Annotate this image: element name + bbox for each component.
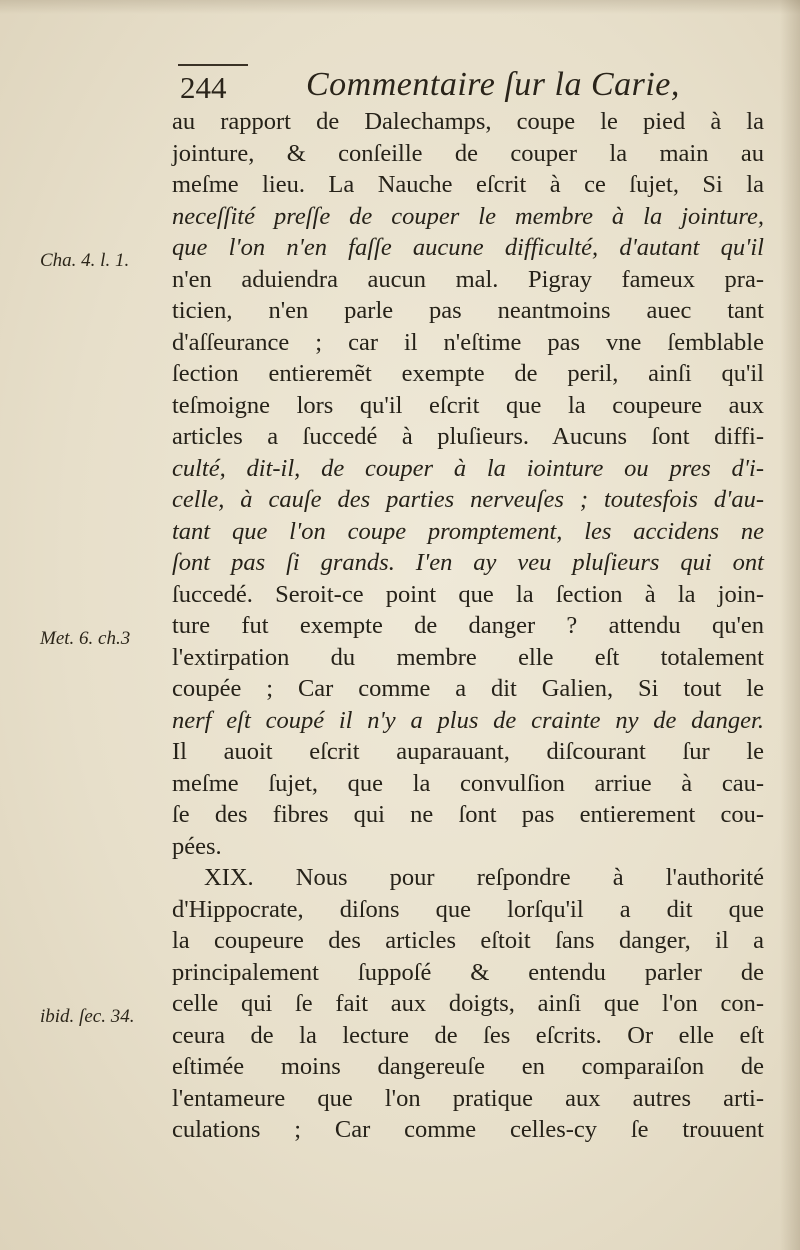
text-line: teſmoigne lors qu'il eſcrit que la coupeure aux (172, 391, 764, 419)
text-line: l'entameure que l'on pratique aux autres arti- (172, 1084, 764, 1112)
text-line: ſont pas ſi grands. I'en ay veu pluſieurs qui ont (172, 549, 764, 576)
text-line: ticien, n'en parle pas neantmoins auec tant (172, 297, 764, 324)
margin-note: ibid. ſec. 34. (40, 1006, 135, 1027)
text-line: principalement ſuppoſé & entendu parler de (172, 958, 764, 986)
text-line: Il auoit eſcrit auparauant, diſcourant ſur le (172, 738, 764, 765)
text-line: meſme lieu. La Nauche eſcrit à ce ſujet, Si la (172, 171, 764, 198)
text-line: nerf eſt coupé il n'y a plus de crainte ny de danger. (172, 706, 764, 734)
page-number: 244 (180, 70, 227, 105)
header-rule (178, 64, 248, 66)
text-line: ceura de la lecture de ſes eſcrits. Or elle eſt (172, 1021, 764, 1049)
text-line: eſtimée moins dangereuſe en comparaiſon de (172, 1053, 764, 1080)
text-line: ture fut exempte de danger ? attendu qu'en (172, 612, 764, 639)
text-line: pées. (172, 832, 222, 860)
margin-note: Cha. 4. l. 1. (40, 250, 130, 271)
text-line: ſe des fibres qui ne ſont pas entierement cou- (172, 801, 764, 828)
text-line: tant que l'on coupe promptement, les accidens ne (172, 517, 764, 545)
text-line: que l'on n'en faſſe aucune difficulté, d'autant qu'il (172, 234, 764, 261)
text-line: la coupeure des articles eſtoit ſans danger, il a (172, 927, 764, 954)
text-line: coupée ; Car comme a dit Galien, Si tout le (172, 675, 764, 702)
text-line: meſme ſujet, que la convulſion arriue à cau- (172, 769, 764, 797)
text-line: au rapport de Dalechamps, coupe le pied à la (172, 108, 764, 135)
section-start-line: XIX. Nous pour reſpondre à l'authorité (204, 864, 764, 891)
text-line: n'en aduiendra aucun mal. Pigray fameux pra- (172, 265, 764, 293)
text-line: celle qui ſe fait aux doigts, ainſi que l'on con- (172, 990, 764, 1017)
text-line: neceſſité preſſe de couper le membre à la jointure, (172, 202, 764, 230)
text-line: culations ; Car comme celles-cy ſe trouuent (172, 1116, 764, 1143)
margin-note: Met. 6. ch.3 (40, 628, 131, 649)
text-line: culté, dit-il, de couper à la iointure ou pres d'i- (172, 454, 764, 482)
page-top-shadow (0, 0, 800, 14)
text-line: jointure, & conſeille de couper la main au (172, 139, 764, 167)
text-line: articles a ſuccedé à pluſieurs. Aucuns ſont diffi- (172, 423, 764, 450)
text-line: d'aſſeurance ; car il n'eſtime pas vne ſemblable (172, 328, 764, 356)
text-line: ſuccedé. Seroit-ce point que la ſection à la join- (172, 580, 764, 608)
running-title: Commentaire ſur la Carie, (306, 66, 680, 103)
page-gutter-shadow (780, 0, 800, 1250)
text-line: d'Hippocrate, diſons que lorſqu'il a dit que (172, 895, 764, 923)
text-line: ſection entieremẽt exempte de peril, ainſi qu'il (172, 360, 764, 387)
text-line: celle, à cauſe des parties nerveuſes ; toutesfois d'au- (172, 486, 764, 513)
body-text (172, 106, 764, 1146)
text-line: l'extirpation du membre elle eſt totalement (172, 643, 764, 671)
